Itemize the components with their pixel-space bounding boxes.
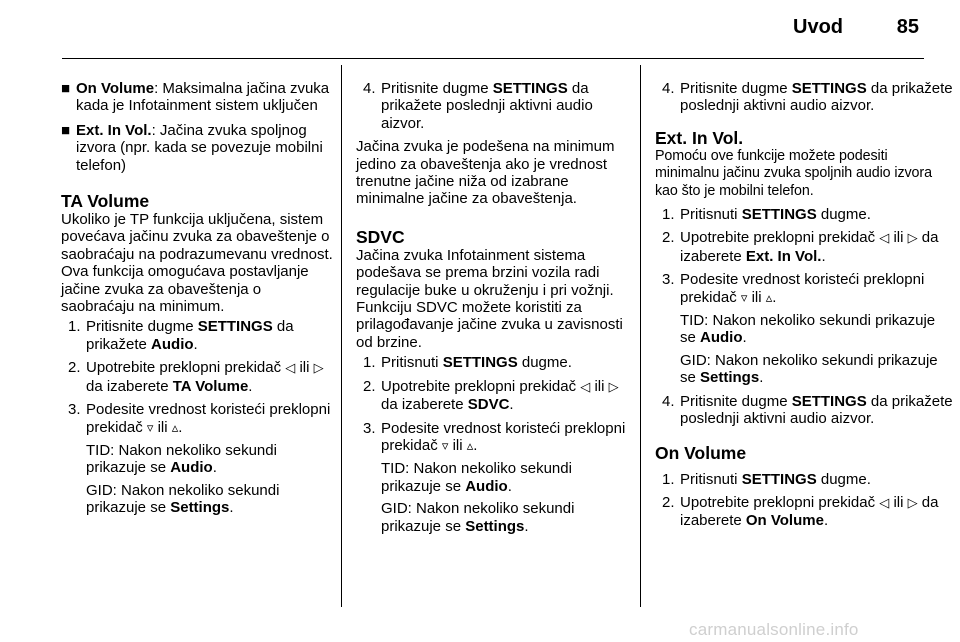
step-text: Pritisnuti [381, 354, 443, 372]
step-text: Pritisnite dugme [680, 392, 792, 410]
step-text: . [821, 247, 826, 265]
step-text: ili [590, 377, 609, 395]
bullet-marker: ■ [61, 121, 71, 139]
step-number: 2. [662, 229, 675, 247]
note-keyword: Settings [465, 517, 525, 535]
page-title: Uvod [793, 16, 843, 38]
step-keyword: SETTINGS [741, 470, 817, 488]
step-number: 1. [662, 206, 675, 224]
section-text: Ukoliko je TP funkcija uključena, sistem povećava jačinu zvuka za obaveštenje o saobraćaju na podrazumevanu vrednost. Ova funkcija omogućava postavljanje jačine zvuka za obaveštenja o saobraćaju na minimum. [61, 211, 333, 316]
step-text: . [772, 288, 777, 306]
step-text: . [248, 377, 253, 395]
step-text: dugme. [816, 470, 871, 488]
step-text: Upotrebite preklopni prekidač [680, 229, 880, 247]
step-keyword: SETTINGS [741, 206, 817, 224]
step-text: da prikažete poslednji aktivni audio aizvor. [680, 80, 953, 115]
up-arrow-icon: ▵ [765, 290, 773, 306]
step-text: Pritisnite dugme [680, 80, 792, 97]
step-item [356, 80, 634, 132]
watermark: carmanualsonline.info [689, 620, 859, 639]
step-text: Podesite vrednost koristeći preklopni prekidač [381, 419, 626, 454]
step-number: 2. [363, 377, 376, 395]
down-arrow-icon: ▿ [146, 420, 154, 436]
note-text: . [524, 517, 529, 535]
note-text: GID: Nakon nekoliko sekundi prikazuje se [680, 351, 938, 387]
definition: : Maksimalna jačina zvuka kada je Infotainment sistem uključen [76, 80, 330, 115]
step-text: ili [889, 493, 908, 511]
step-keyword: Audio [151, 335, 194, 353]
section-text: Jačina zvuka Infotainment sistema podešava se prema brzini vozila radi regulacije buke u okruženju i pri vožnji. Funkciju SDVC možete koristiti za prilagođavanje jačine zvuka u zavisnosti od brzine. [356, 246, 623, 351]
left-arrow-icon: ◁ [879, 495, 890, 511]
step-item [655, 206, 955, 223]
step-keyword: SETTINGS [442, 354, 518, 372]
step-number: 2. [68, 359, 81, 377]
gid-note [86, 482, 333, 517]
down-arrow-icon: ▿ [441, 438, 449, 454]
note-text: GID: Nakon nekoliko sekundi prikazuje se [381, 500, 575, 535]
note-paragraph: Jačina zvuka je podešena na minimum jedino za obaveštenja ako je vrednost trenutne jačine niža od izabrane minimalne jačine za obaveštenja. [356, 138, 615, 208]
step-number: 4. [363, 80, 376, 97]
step-keyword: Ext. In Vol. [745, 247, 822, 265]
step-item [655, 471, 955, 488]
step-text: da prikažete poslednji aktivni audio aizvor. [680, 392, 953, 428]
down-arrow-icon: ▿ [740, 290, 748, 306]
step-text: da izaberete [680, 493, 939, 530]
step-text: ili [889, 229, 908, 247]
step-text: ili [295, 359, 314, 377]
step-text: da prikažete [86, 318, 294, 353]
gid-note [381, 500, 634, 535]
step-text: Podesite vrednost koristeći preklopni prekidač [680, 271, 925, 306]
note-text: GID: Nakon nekoliko sekundi prikazuje se [86, 481, 280, 517]
note-keyword: Audio [170, 459, 213, 477]
gid-note [680, 352, 955, 387]
right-arrow-icon: ▷ [907, 231, 918, 247]
section-heading: Ext. In Vol. [655, 127, 744, 148]
section-heading: SDVC [356, 226, 405, 247]
step-item [356, 378, 634, 414]
step-item [655, 80, 955, 115]
column-3 [655, 80, 955, 536]
bullet-item [61, 80, 333, 115]
step-keyword: On Volume [745, 512, 824, 530]
step-text: Upotrebite preklopni prekidač [86, 359, 286, 377]
step-text: dugme. [816, 206, 871, 224]
step-item [356, 420, 634, 535]
step-text: Upotrebite preklopni prekidač [680, 493, 880, 511]
step-text: ili [153, 418, 172, 436]
step-text: da izaberete [86, 377, 173, 395]
step-number: 2. [662, 493, 675, 511]
step-keyword: SETTINGS [492, 80, 568, 97]
step-number: 3. [363, 419, 376, 437]
step-number: 4. [662, 392, 675, 410]
page-number: 85 [896, 16, 919, 38]
note-text: TID: Nakon nekoliko sekundi prikazuje se [86, 441, 277, 477]
note-text: TID: Nakon nekoliko sekundi prikazuje se [381, 460, 572, 495]
step-number: 3. [662, 271, 675, 289]
page-header [0, 0, 960, 62]
bullet-item [61, 122, 333, 174]
step-item [655, 494, 955, 530]
tid-note [680, 312, 955, 347]
up-arrow-icon: ▵ [466, 438, 474, 454]
step-item [655, 393, 955, 428]
step-item [356, 354, 634, 371]
step-number: 3. [68, 401, 81, 419]
step-keyword: SDVC [467, 396, 510, 414]
step-item [655, 229, 955, 265]
step-text: ili [747, 288, 766, 306]
step-text: Pritisnite dugme [86, 318, 198, 336]
term: Ext. In Vol. [76, 121, 152, 139]
note-text: TID: Nakon nekoliko sekundi prikazuje se [680, 312, 936, 347]
left-arrow-icon: ◁ [580, 379, 591, 395]
step-text: . [473, 436, 478, 454]
tid-note [86, 442, 333, 477]
step-item [655, 271, 955, 386]
step-keyword: SETTINGS [197, 318, 273, 336]
note-keyword: Settings [170, 499, 230, 517]
step-item [61, 401, 333, 516]
column-1 [61, 80, 333, 523]
right-arrow-icon: ▷ [608, 379, 619, 395]
step-text: da izaberete [381, 396, 468, 414]
step-keyword: SETTINGS [791, 80, 867, 97]
right-arrow-icon: ▷ [313, 361, 324, 377]
step-text: . [178, 418, 183, 436]
column-divider [640, 65, 641, 607]
section-heading: TA Volume [61, 191, 150, 212]
step-text: . [193, 335, 198, 353]
column-divider [341, 65, 342, 607]
step-number: 1. [68, 318, 81, 336]
definition: : Jačina zvuka spoljnog izvora (npr. kada se povezuje mobilni telefon) [76, 121, 323, 174]
step-number: 1. [662, 470, 675, 488]
step-text: . [823, 512, 829, 530]
note-keyword: Audio [465, 477, 508, 495]
step-number: 4. [662, 80, 675, 97]
step-text: da prikažete poslednji aktivni audio aizvor. [381, 80, 593, 132]
left-arrow-icon: ◁ [879, 231, 890, 247]
note-text: . [229, 499, 234, 517]
note-text: . [742, 329, 747, 347]
column-2 [356, 80, 634, 541]
step-text: da izaberete [680, 229, 939, 265]
step-text: Pritisnuti [680, 470, 742, 488]
step-text: Pritisnite dugme [381, 80, 493, 97]
section-heading: On Volume [655, 442, 747, 463]
step-keyword: SETTINGS [791, 392, 867, 410]
tid-note [381, 460, 634, 495]
step-item [61, 318, 333, 353]
up-arrow-icon: ▵ [171, 420, 179, 436]
step-number: 1. [363, 354, 376, 372]
note-text: . [507, 477, 512, 495]
step-text: Podesite vrednost koristeći preklopni prekidač [86, 401, 331, 436]
note-text: . [212, 459, 217, 477]
step-text: ili [448, 436, 467, 454]
header-divider [62, 58, 924, 59]
step-item [61, 359, 333, 395]
step-text: Pritisnuti [680, 206, 742, 224]
right-arrow-icon: ▷ [907, 495, 918, 511]
step-text: Upotrebite preklopni prekidač [381, 377, 581, 395]
step-keyword: TA Volume [172, 377, 249, 395]
left-arrow-icon: ◁ [285, 361, 296, 377]
bullet-marker: ■ [61, 80, 71, 97]
step-text: . [509, 396, 514, 414]
note-keyword: Settings [700, 369, 760, 387]
term: On Volume [76, 80, 155, 97]
note-text: . [759, 369, 764, 387]
step-text: dugme. [517, 354, 572, 372]
section-text: Pomoću ove funkcije možete podesiti minimalnu jačinu zvuka spoljnih audio izvora kao što je mobilni telefon. [655, 147, 932, 199]
note-keyword: Audio [700, 329, 743, 347]
